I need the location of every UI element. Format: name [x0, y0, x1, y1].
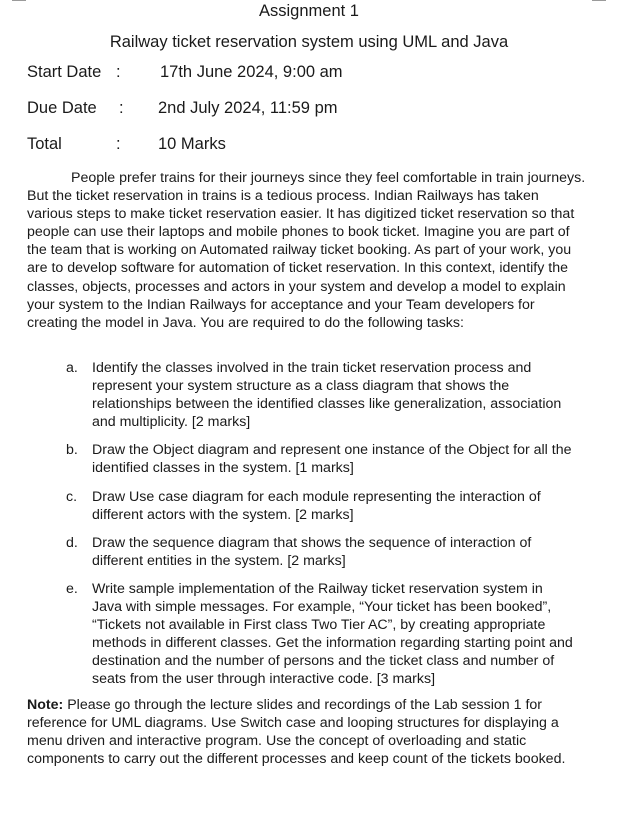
task-marks: [3 marks]: [376, 671, 436, 688]
start-date-row: [27, 61, 587, 83]
due-date-separator: :: [119, 99, 124, 117]
task-text: Identify the classes involved in the train ticket reservation process and represent your system structure as a class diagram that shows the relationships between the identified classes like generalization, association and multiplicity.: [92, 360, 562, 431]
due-date-label: Due Date: [27, 99, 97, 117]
total-marks-value: 10 Marks: [158, 135, 226, 153]
task-item-b: [66, 441, 574, 477]
due-date-value: 2nd July 2024, 11:59 pm: [158, 99, 338, 117]
start-date-separator: :: [116, 63, 121, 81]
note-label: Note:: [27, 697, 64, 713]
task-letter: e.: [66, 580, 78, 597]
task-text: Draw the Object diagram and represent one instance of the Object for all the identified classes in the system.: [92, 442, 572, 477]
task-marks: [2 marks]: [295, 506, 354, 523]
task-item-c: [66, 488, 574, 524]
task-marks: [2 marks]: [191, 414, 251, 431]
task-letter: b.: [66, 442, 78, 459]
task-letter: d.: [66, 534, 78, 551]
task-text: Draw Use case diagram for each module representing the interaction of different actors with the system.: [92, 488, 541, 523]
note-paragraph: [27, 696, 587, 768]
assignment-title: Assignment 1: [259, 2, 359, 20]
total-marks-label: Total: [27, 135, 62, 153]
note-text: Please go through the lecture slides and recordings of the Lab session 1 for reference for UML diagrams. Use Switch case and looping structures for displaying a menu driven and interactive program. Use the concept of overloading and static components to carry out the different processes and keep count of the tickets booked.: [27, 697, 566, 768]
task-letter: a.: [66, 360, 78, 376]
task-marks: [1 marks]: [295, 460, 354, 477]
intro-paragraph: People prefer trains for their journeys since they feel comfortable in train journeys. But the ticket reservation in trains is a tedious process. Indian Railways has taken various steps to make ticket reservation easier. It has digitized ticket reservation so that people can use their laptops and mobile phones to book ticket. Imagine you are part of the team that is working on Automated railway ticket booking. As part of your work, you are to develop software for automation of ticket reservation. In this context, identify the classes, objects, processes and actors in your system and develop a model to explain your system to the Indian Railways for acceptance and your Team developers for creating the model in Java. You are required to do the following tasks:: [27, 170, 586, 331]
start-date-label: Start Date: [27, 63, 102, 81]
total-marks-separator: :: [116, 135, 121, 153]
due-date-row: [27, 97, 587, 119]
task-letter: c.: [66, 488, 78, 505]
task-list: [66, 359, 574, 699]
task-item-d: [66, 534, 574, 570]
task-item-a: [66, 359, 574, 431]
assignment-subtitle: Railway ticket reservation system using UML and Java: [109, 33, 509, 51]
task-text: Draw the sequence diagram that shows the sequence of interaction of different entities in the system.: [92, 534, 532, 569]
start-date-value: 17th June 2024, 9:00 am: [160, 63, 343, 81]
task-marks: [2 marks]: [287, 552, 346, 569]
task-text: Write sample implementation of the Railway ticket reservation system in Java with simple messages. For example, “Your ticket has been booked”, “Tickets not available in First class Two Tier AC”, by creating appropriate methods in different classes. Get the information regarding starting point and destination and the number of persons and the ticket class and number of seats from the user through interactive code.: [92, 580, 573, 688]
total-marks-row: [27, 133, 587, 155]
task-item-e: [66, 580, 574, 689]
